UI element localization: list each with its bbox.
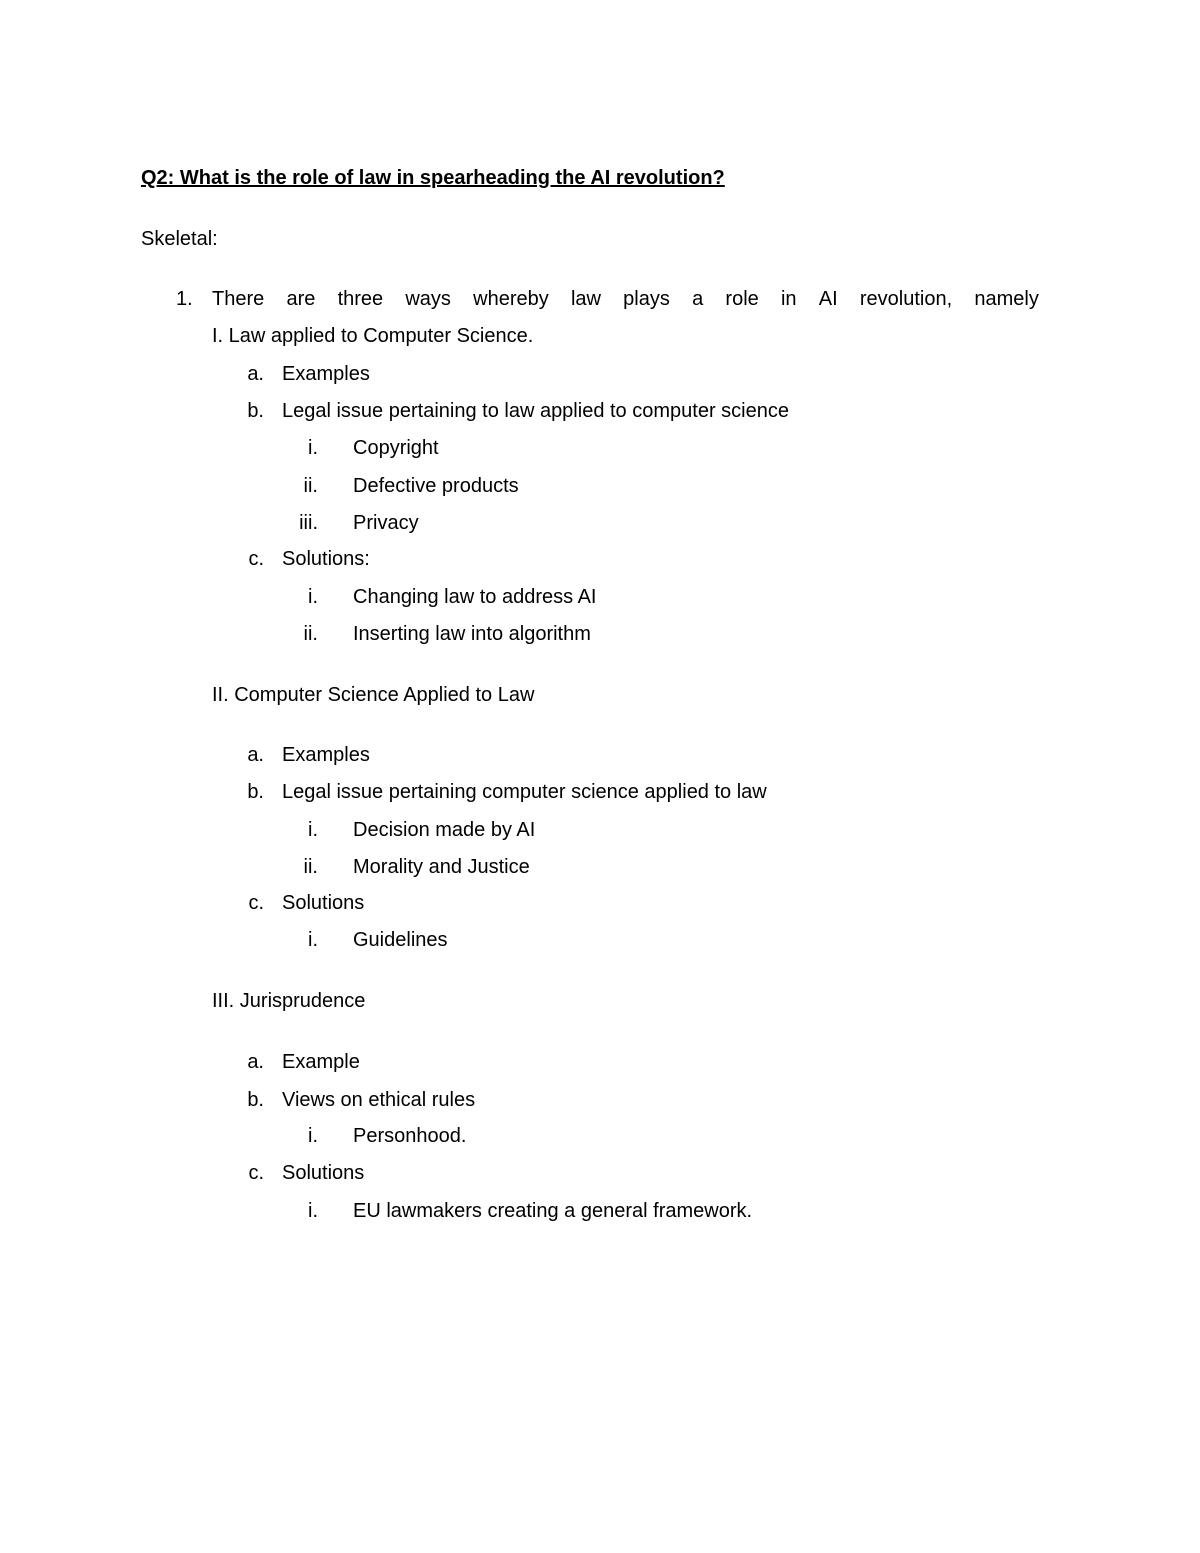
- list-item: Solutions: [282, 1162, 365, 1184]
- subitem-marker: iii.: [299, 512, 318, 534]
- subitem-marker: i.: [308, 929, 318, 951]
- subitem-marker: i.: [308, 586, 318, 608]
- sub-list-item: Privacy: [353, 512, 419, 534]
- subitem-marker: i.: [308, 1200, 318, 1222]
- intro-sentence: [212, 287, 1039, 311]
- list-item: Views on ethical rules: [282, 1089, 476, 1111]
- item-marker: b.: [247, 1089, 264, 1111]
- intro-word: are: [286, 288, 316, 310]
- intro-word: in: [780, 288, 797, 310]
- list-item: Legal issue pertaining to law applied to computer science: [282, 400, 789, 422]
- list-item: Example: [282, 1051, 360, 1073]
- intro-word: three: [337, 288, 384, 310]
- subitem-marker: ii.: [303, 475, 318, 497]
- intro-word: plays: [623, 288, 670, 310]
- intro-word: namely: [974, 288, 1039, 310]
- subitem-marker: ii.: [303, 856, 318, 878]
- list-item: Solutions: [282, 892, 365, 914]
- list-item: Solutions:: [282, 548, 370, 570]
- section-heading: III. Jurisprudence: [212, 990, 366, 1012]
- list-item: Legal issue pertaining computer science applied to law: [282, 781, 767, 803]
- sub-list-item: Defective products: [353, 475, 519, 497]
- sub-list-item: Copyright: [353, 437, 439, 459]
- sub-list-item: Changing law to address AI: [353, 586, 597, 608]
- sub-list-item: Inserting law into algorithm: [353, 623, 591, 645]
- subitem-marker: i.: [308, 819, 318, 841]
- subitem-marker: ii.: [303, 623, 318, 645]
- subitem-marker: i.: [308, 437, 318, 459]
- intro-word: whereby: [473, 288, 549, 310]
- skeletal-label: Skeletal:: [141, 228, 218, 250]
- sub-list-item: Guidelines: [353, 929, 448, 951]
- document-title: Q2: What is the role of law in spearheading the AI revolution?: [141, 167, 725, 189]
- intro-word: a: [692, 288, 704, 310]
- item-marker: a.: [247, 1051, 264, 1073]
- section-heading: II. Computer Science Applied to Law: [212, 684, 535, 706]
- intro-word: ways: [405, 288, 451, 310]
- item-marker: c.: [248, 892, 264, 914]
- item-marker: a.: [247, 744, 264, 766]
- item-marker: c.: [248, 1162, 264, 1184]
- sub-list-item: Personhood.: [353, 1125, 467, 1147]
- item-marker: c.: [248, 548, 264, 570]
- list-number-marker: 1.: [176, 288, 193, 310]
- intro-word: revolution,: [859, 288, 953, 310]
- item-marker: a.: [247, 363, 264, 385]
- item-marker: b.: [247, 781, 264, 803]
- intro-word: There: [212, 288, 265, 310]
- list-item: Examples: [282, 744, 370, 766]
- intro-word: law: [570, 288, 601, 310]
- sub-list-item: EU lawmakers creating a general framework.: [353, 1200, 753, 1222]
- list-item: Examples: [282, 363, 370, 385]
- item-marker: b.: [247, 400, 264, 422]
- subitem-marker: i.: [308, 1125, 318, 1147]
- sub-list-item: Morality and Justice: [353, 856, 530, 878]
- sub-list-item: Decision made by AI: [353, 819, 536, 841]
- intro-word: AI: [818, 288, 838, 310]
- section-heading: I. Law applied to Computer Science.: [212, 325, 534, 347]
- intro-word: role: [725, 288, 759, 310]
